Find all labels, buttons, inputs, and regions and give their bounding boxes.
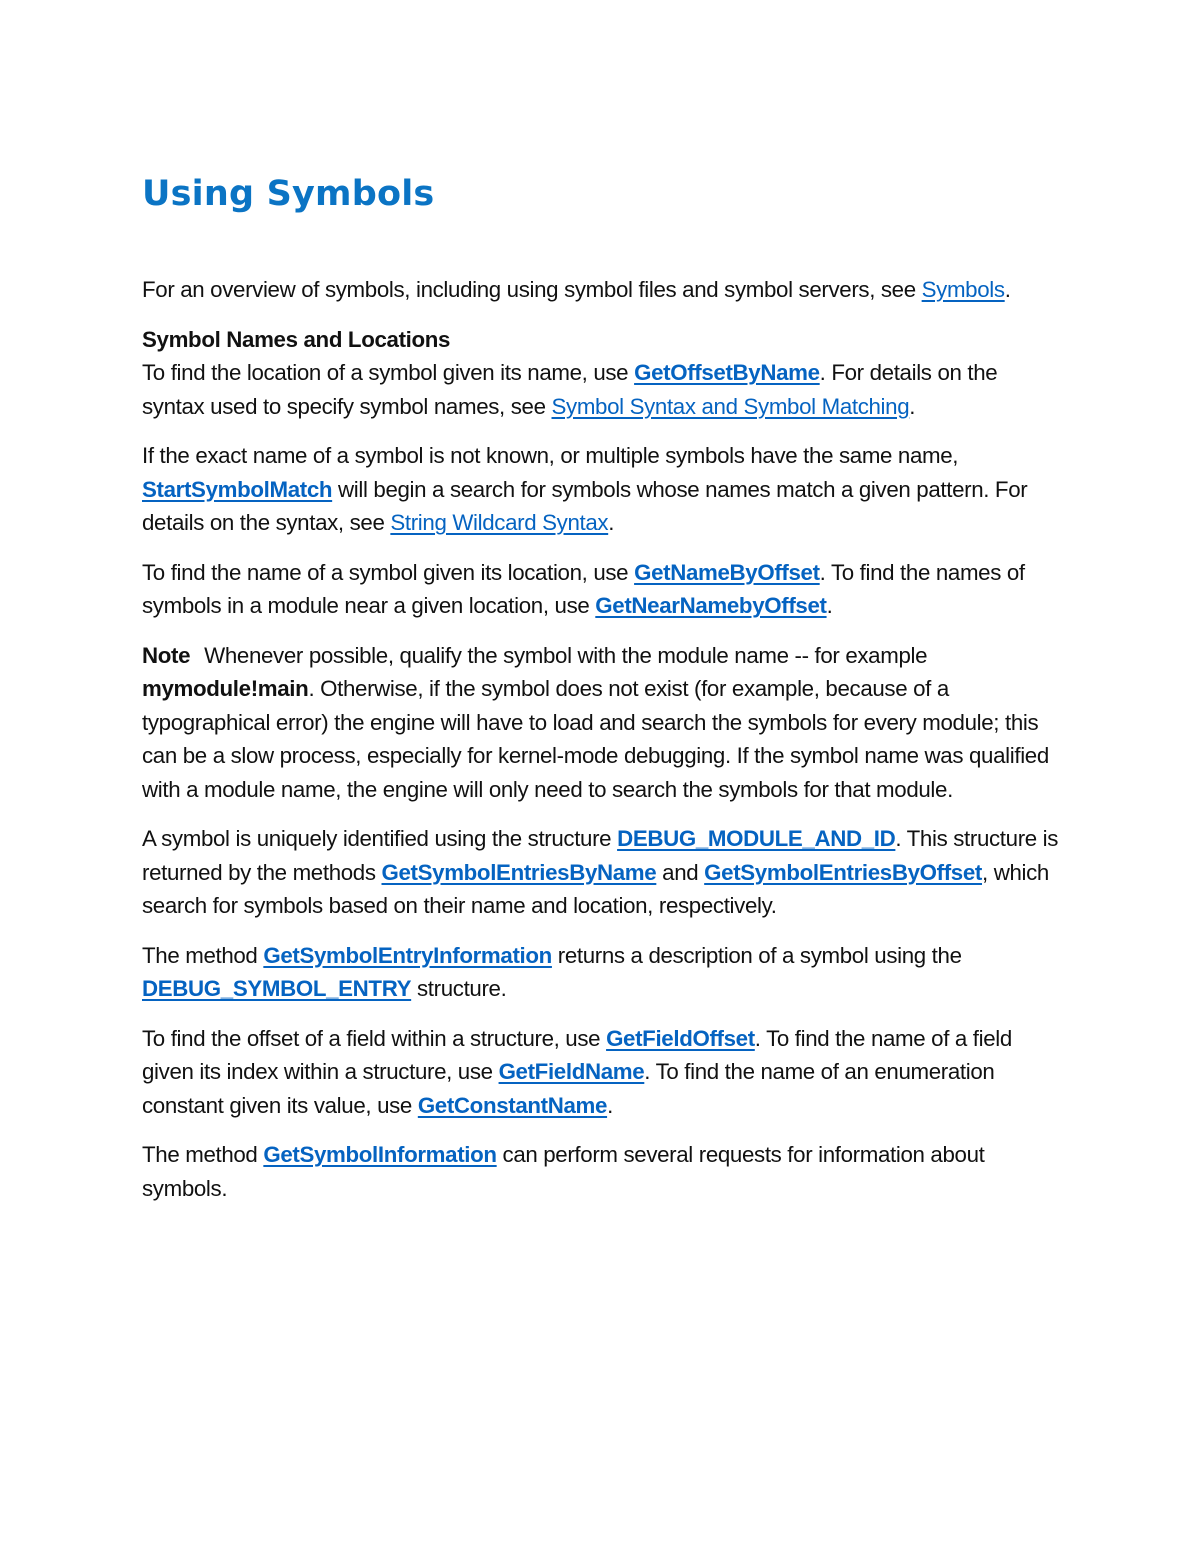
- getfieldoffset-link[interactable]: GetFieldOffset: [606, 1025, 755, 1051]
- getoffsetbyname-link[interactable]: GetOffsetByName: [634, 360, 820, 385]
- startsymbolmatch-link[interactable]: StartSymbolMatch: [142, 476, 333, 502]
- paragraph-symbol-entry-information: [142, 939, 1062, 1006]
- text: returns a description of a symbol using the: [551, 942, 962, 968]
- symbols-link[interactable]: Symbols: [921, 277, 1005, 302]
- text: . Otherwise, if the symbol does not exist (for example, because of a typographical error) the engine will have to load and search the symbols for every module; this can be a slow process, especially for kernel-mode debugging. If the symbol name was qualified with a module name, the engine will only need to search the symbols for that module.: [142, 676, 1049, 802]
- text: .: [607, 1092, 613, 1118]
- text: To find the offset of a field within a structure, use: [142, 1025, 607, 1051]
- text: . To find the name of a field given its index within a structure, use: [142, 1025, 1012, 1084]
- getnearnamebyoffset-link[interactable]: GetNearNamebyOffset: [595, 593, 827, 618]
- getsymbolentryinformation-link[interactable]: GetSymbolEntryInformation: [263, 942, 552, 968]
- paragraph-name-by-offset: [142, 556, 1062, 623]
- debug-symbol-entry-link[interactable]: DEBUG_SYMBOL_ENTRY: [142, 976, 412, 1001]
- text: will begin a search for symbols whose names match a given pattern. For details on the syntax, see: [142, 476, 1028, 535]
- paragraph-field-offset: [142, 1022, 1062, 1123]
- symbol-syntax-link[interactable]: Symbol Syntax and Symbol Matching: [551, 393, 910, 419]
- section-heading: Symbol Names and Locations: [142, 326, 451, 352]
- text: Whenever possible, qualify the symbol with the module name -- for example: [204, 642, 928, 668]
- text: The method: [142, 1142, 264, 1167]
- paragraph-symbol-match: [142, 439, 1062, 540]
- string-wildcard-syntax-link[interactable]: String Wildcard Syntax: [390, 510, 609, 535]
- text: and: [656, 859, 705, 885]
- text: . For details on the syntax used to specify symbol names, see: [142, 360, 998, 419]
- text: To find the location of a symbol given its name, use: [142, 360, 635, 385]
- text: .: [909, 393, 916, 419]
- paragraph-module-and-id: [142, 822, 1062, 923]
- getsymbolinformation-link[interactable]: GetSymbolInformation: [263, 1142, 497, 1167]
- text: A symbol is uniquely identified using the structure: [142, 826, 618, 851]
- text: structure.: [411, 976, 507, 1001]
- text: . This structure is returned by the methods: [142, 826, 1059, 885]
- getnamebyoffset-link[interactable]: GetNameByOffset: [634, 559, 820, 585]
- text: If the exact name of a symbol is not known, or multiple symbols have the same name,: [142, 443, 959, 468]
- getconstantname-link[interactable]: GetConstantName: [417, 1092, 608, 1118]
- text: To find the name of a symbol given its location, use: [142, 559, 635, 585]
- debug-module-and-id-link[interactable]: DEBUG_MODULE_AND_ID: [617, 826, 896, 851]
- document-page: [142, 168, 1062, 1205]
- intro-text: For an overview of symbols, including using symbol files and symbol servers, see: [142, 277, 922, 302]
- paragraph-offset-by-name: [142, 356, 1062, 423]
- paragraph-symbol-information: [142, 1138, 1062, 1205]
- text: . To find the names of symbols in a module near a given location, use: [142, 559, 1025, 618]
- note-paragraph: [142, 639, 1062, 807]
- note-label: Note: [142, 642, 191, 668]
- getsymbolentriesbyoffset-link[interactable]: GetSymbolEntriesByOffset: [704, 859, 982, 885]
- intro-paragraph: [142, 273, 1062, 307]
- text: .: [608, 510, 615, 535]
- getfieldname-link[interactable]: GetFieldName: [498, 1059, 645, 1084]
- text: . To find the name of an enumeration constant given its value, use: [142, 1059, 995, 1118]
- text: .: [826, 593, 833, 618]
- text: can perform several requests for information about symbols.: [142, 1142, 985, 1201]
- intro-text-end: .: [1004, 277, 1011, 302]
- page-title: Using Symbols: [142, 174, 435, 214]
- text: The method: [142, 942, 264, 968]
- text: , which search for symbols based on their name and location, respectively.: [142, 859, 1049, 918]
- getsymbolentriesbyname-link[interactable]: GetSymbolEntriesByName: [381, 859, 657, 885]
- example-symbol: mymodule!main: [142, 676, 309, 701]
